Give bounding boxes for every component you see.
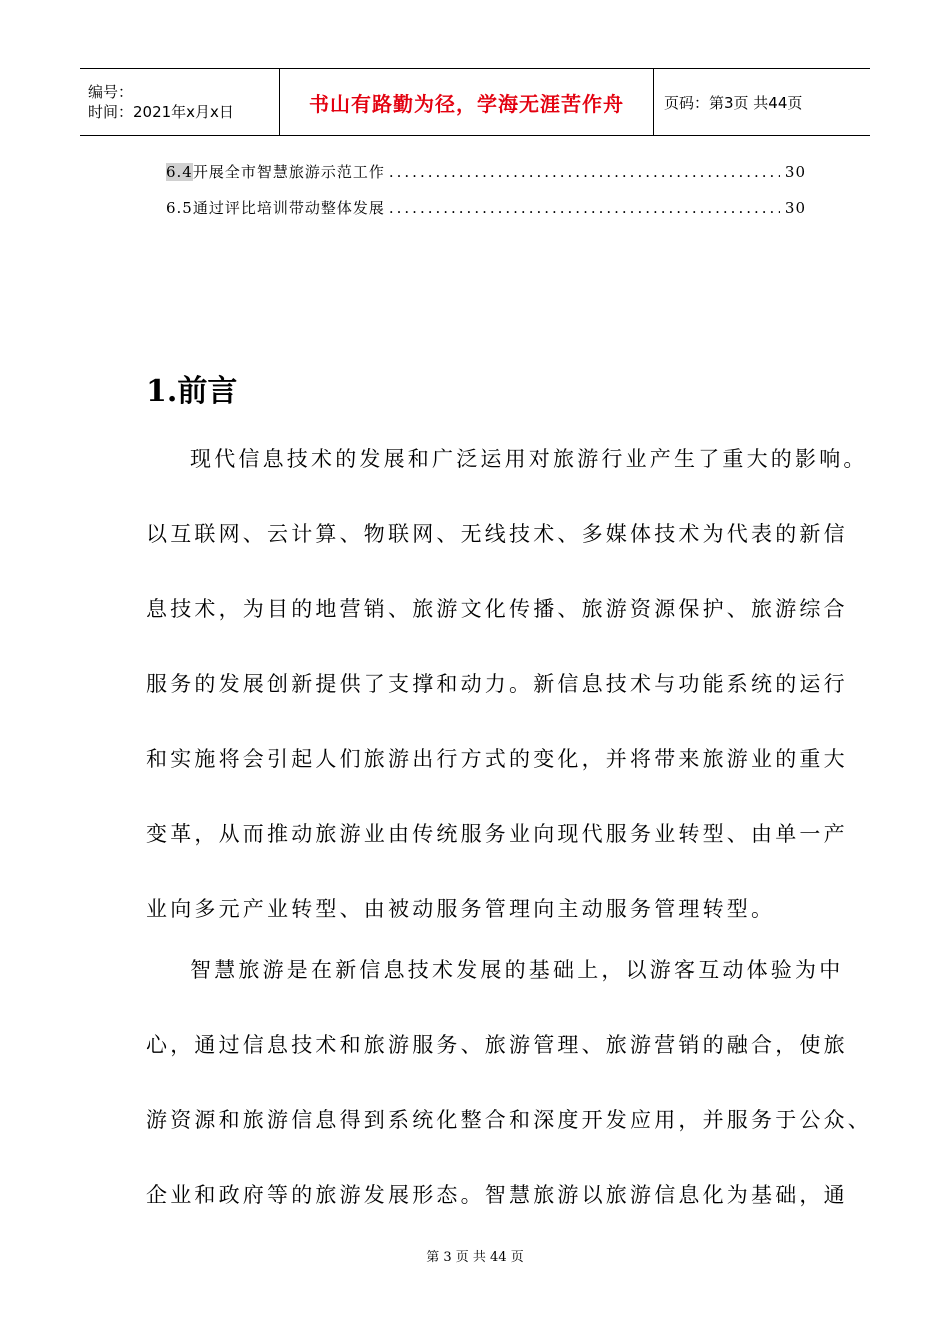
body-text-line: 现代信息技术的发展和广泛运用对旅游行业产生了重大的影响。 [190,447,868,471]
body-text-line: 息技术，为目的地营销、旅游文化传播、旅游资源保护、旅游综合 [146,597,848,621]
toc-leader-dots [389,163,780,181]
header-motto: 书山有路勤为径，学海无涯苦作舟 [309,91,624,116]
toc-entry[interactable] [166,197,806,218]
body-text-line: 企业和政府等的旅游发展形态。智慧旅游以旅游信息化为基础，通 [146,1183,848,1207]
header-meta [80,69,280,135]
header-page-info: 页码：第3页 共44页 [664,93,803,112]
body-text-line: 服务的发展创新提供了支撑和动力。新信息技术与功能系统的运行 [146,672,848,696]
body-text-line: 业向多元产业转型、由被动服务管理向主动服务管理转型。 [146,897,776,921]
body-text-line: 心，通过信息技术和旅游服务、旅游管理、旅游营销的融合，使旅 [146,1033,848,1057]
toc-entry-number: 6.4 [166,163,193,181]
header-page-cell [654,69,870,135]
body-text-line: 和实施将会引起人们旅游出行方式的变化，并将带来旅游业的重大 [146,747,848,771]
document-number-label: 编号： [88,83,134,101]
toc-entry-number: 6.5 [166,199,193,217]
page-header [80,68,870,136]
toc-entry-page: 30 [784,163,806,181]
toc-entry-title: 开展全市智慧旅游示范工作 [192,163,385,181]
body-text-line: 智慧旅游是在新信息技术发展的基础上，以游客互动体验为中 [190,958,844,982]
body-text-line: 以互联网、云计算、物联网、无线技术、多媒体技术为代表的新信 [146,522,848,546]
page-footer: 第 3 页 共 44 页 [426,1250,524,1265]
document-date: 时间：2021年x月x日 [88,103,234,121]
section-heading: 1.前言 [146,374,238,409]
body-text-line: 变革，从而推动旅游业由传统服务业向现代服务业转型、由单一产 [146,822,848,846]
header-motto-cell [280,69,654,135]
body-text-line: 游资源和旅游信息得到系统化整合和深度开发应用，并服务于公众、 [146,1108,872,1132]
toc-entry[interactable] [166,161,806,182]
toc-leader-dots [389,199,780,217]
toc-entry-page: 30 [784,199,806,217]
toc-entry-title: 通过评比培训带动整体发展 [192,199,385,217]
